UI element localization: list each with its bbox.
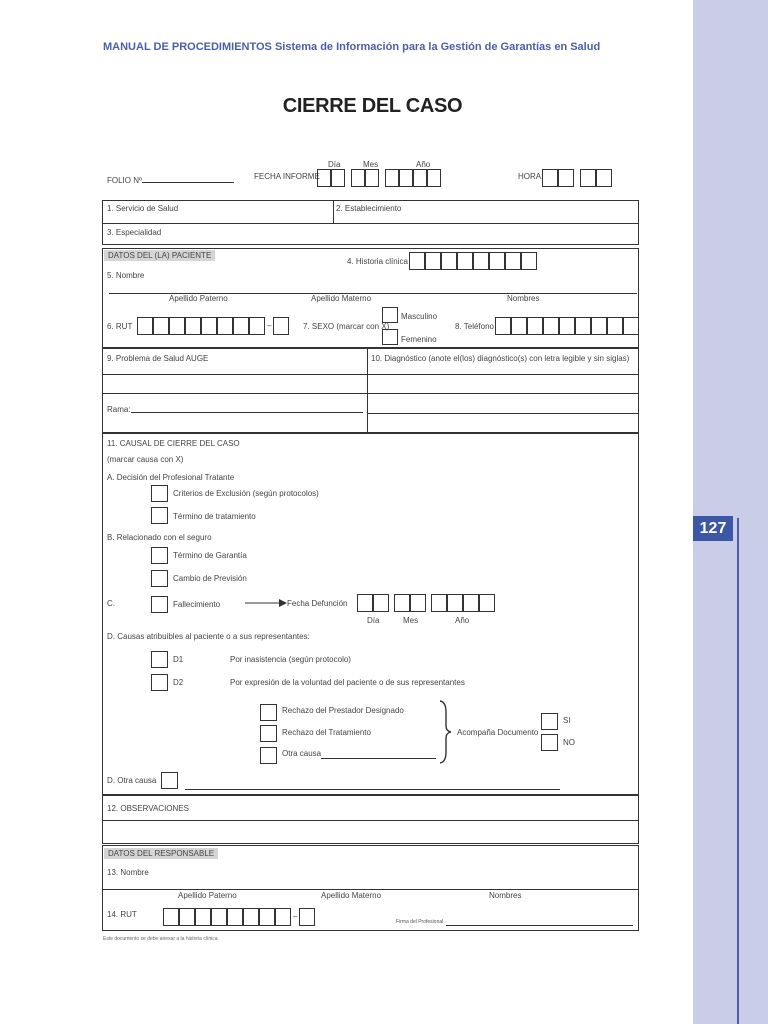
a1-checkbox[interactable] [151,485,168,502]
a2-label: Término de tratamiento [173,512,256,521]
right-brace-icon [438,700,452,764]
telefono-boxes[interactable] [495,317,639,335]
folio-field[interactable] [142,182,234,183]
fecha-informe-boxes[interactable] [317,169,443,187]
sexo-label: 7. SEXO (marcar con X) [303,322,390,331]
b1-label: Término de Garantía [173,551,247,560]
mes-label: Mes [363,160,379,169]
nombre-label: 5. Nombre [107,271,145,280]
otra-causa-label: Otra causa [282,749,322,758]
manual-title: MANUAL DE PROCEDIMIENTOS [103,41,272,53]
datos-paciente-tag: DATOS DEL (LA) PACIENTE [104,250,215,261]
servicio-label: 1. Servicio de Salud [107,204,179,213]
historia-boxes[interactable] [409,252,537,270]
causal-sub: (marcar causa con X) [107,455,184,464]
telefono-label: 8. Teléfono [455,322,494,331]
firma-field[interactable] [446,925,633,926]
fecha-informe-label: FECHA INFORME [254,172,320,181]
anio-label: Año [416,160,431,169]
a1-label: Criterios de Exclusión (según protocolos) [173,489,319,498]
side-rule [737,518,739,1024]
si-label: SI [563,716,571,725]
system-title: Sistema de Información para la Gestión de Garantías en Salud [274,41,601,53]
c1-checkbox[interactable] [151,596,168,613]
responsable-nombre-label: 13. Nombre [107,868,149,877]
section-causal [102,433,639,795]
rama-label: Rama: [107,405,131,414]
establecimiento-label: 2. Establecimiento [336,204,402,213]
otra-causa-checkbox[interactable] [260,747,277,764]
d2-checkbox[interactable] [151,674,168,691]
otra-label: D. Otra causa [107,776,157,785]
historia-label: 4. Historia clínica [347,257,408,266]
otra-checkbox[interactable] [161,772,178,789]
si-checkbox[interactable] [541,713,558,730]
acompana-label: Acompaña Documento [457,728,539,737]
folio-label: FOLIO Nº [107,176,142,185]
resp-ap-materno-label: Apellido Materno [321,891,382,900]
rut-boxes[interactable]: – [137,317,291,335]
masculino-checkbox[interactable] [382,307,398,323]
femenino-checkbox[interactable] [382,329,398,345]
section-problema [102,348,639,433]
responsable-rut-boxes[interactable]: – [163,908,317,926]
rechazo-tratamiento-label: Rechazo del Tratamiento [282,728,371,737]
observaciones-label: 12. OBSERVACIONES [107,804,189,813]
ap-paterno-label: Apellido Paterno [169,294,228,303]
def-dia-label: Día [367,616,380,625]
a2-checkbox[interactable] [151,507,168,524]
rama-field[interactable] [131,412,363,413]
running-header [103,41,600,53]
b2-label: Cambio de Previsión [173,574,247,583]
c1-label: Fallecimiento [173,600,221,609]
otra-causa-field[interactable] [321,758,436,759]
def-anio-label: Año [455,616,470,625]
d2-label: D2 [173,678,184,687]
especialidad-label: 3. Especialidad [107,228,162,237]
causal-title: 11. CAUSAL DE CIERRE DEL CASO [107,439,240,448]
section-establecimiento [102,200,639,245]
section-responsable [102,845,639,931]
resp-ap-paterno-label: Apellido Paterno [178,891,237,900]
firma-label: Firma del Profesional [396,919,444,925]
fecha-defuncion-label: Fecha Defunción [287,599,348,608]
def-mes-label: Mes [403,616,419,625]
diagnostico-label: 10. Diagnóstico (anote el(los) diagnóstico(s) con letra legible y sin siglas) [371,354,630,363]
ap-materno-label: Apellido Materno [311,294,372,303]
no-label: NO [563,738,575,747]
d2-text: Por expresión de la voluntad del paciente o de sus representantes [230,678,465,687]
femenino-label: Femenino [401,335,437,344]
section-observaciones [102,795,639,844]
d1-checkbox[interactable] [151,651,168,668]
footnote: Este documento se debe anexar a la historia clínica [103,936,218,942]
masculino-label: Masculino [401,312,438,321]
causal-d-label: D. Causas atribuibles al paciente o a sus representantes: [107,632,310,641]
d1-text: Por inasistencia (según protocolo) [230,655,351,664]
no-checkbox[interactable] [541,734,558,751]
resp-nombres-label: Nombres [489,891,522,900]
side-band [693,0,768,1024]
causal-b-label: B. Relacionado con el seguro [107,533,212,542]
causal-c-label: C. [107,599,115,608]
datos-responsable-tag: DATOS DEL RESPONSABLE [104,848,218,859]
section-paciente [102,248,639,348]
rechazo-prestador-label: Rechazo del Prestador Designado [282,706,404,715]
b1-checkbox[interactable] [151,547,168,564]
dia-label: Día [328,160,341,169]
responsable-rut-label: 14. RUT [107,910,137,919]
fecha-defuncion-boxes[interactable] [357,594,497,612]
otra-field[interactable] [185,789,560,790]
b2-checkbox[interactable] [151,570,168,587]
d1-label: D1 [173,655,184,664]
page-number: 127 [693,516,733,541]
problema-label: 9. Problema de Salud AUGE [107,354,209,363]
rechazo-tratamiento-checkbox[interactable] [260,725,277,742]
arrow-right-icon [245,598,287,608]
rechazo-prestador-checkbox[interactable] [260,704,277,721]
hora-boxes[interactable] [542,169,614,187]
page-title: CIERRE DEL CASO [282,95,463,117]
rut-label: 6. RUT [107,322,133,331]
nombres-label: Nombres [507,294,540,303]
hora-label: HORA: [518,172,544,181]
causal-a-label: A. Decisión del Profesional Tratante [107,473,235,482]
